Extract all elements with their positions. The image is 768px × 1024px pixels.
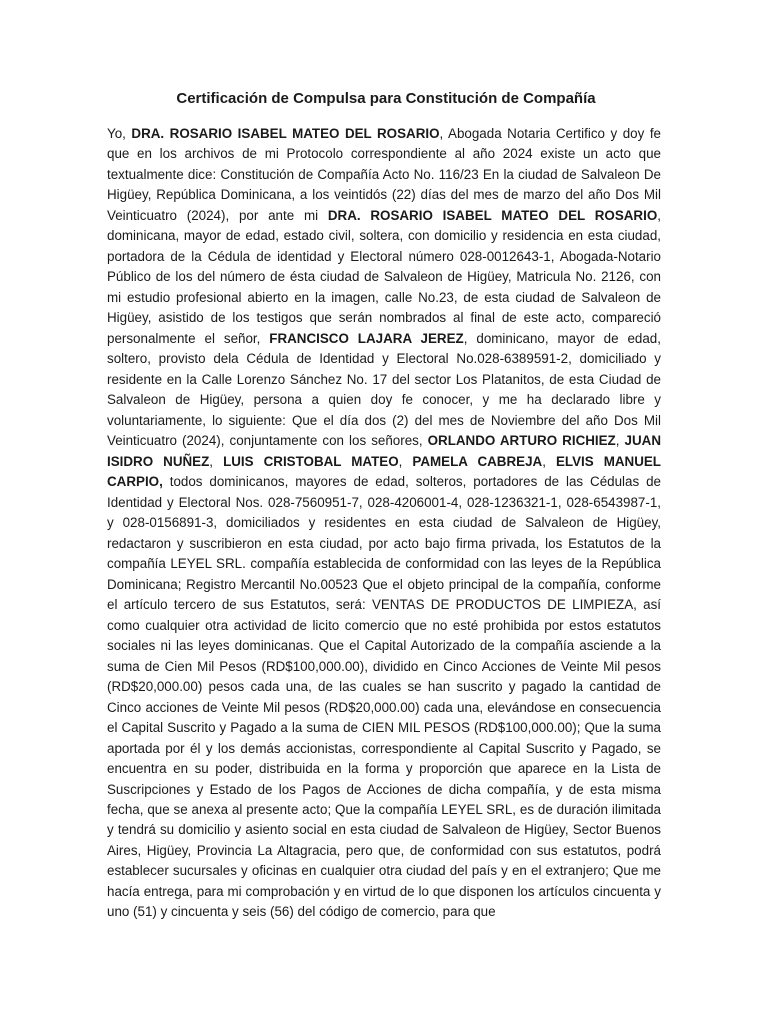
- text-run: ,: [542, 453, 556, 469]
- text-run: ,: [209, 453, 224, 469]
- document-title: Certificación de Compulsa para Constitución de Compañía: [176, 90, 596, 107]
- bold-text-run: LUIS CRISTOBAL MATEO: [223, 453, 399, 469]
- bold-text-run: DRA. ROSARIO ISABEL MATEO DEL ROSARIO: [327, 207, 658, 223]
- bold-text-run: JUAN ISIDRO NUÑEZ: [107, 433, 661, 469]
- bold-text-run: FRANCISCO LAJARA JEREZ: [269, 330, 464, 346]
- text-run: ,: [615, 433, 625, 449]
- bold-text-run: ELVIS MANUEL CARPIO,: [107, 453, 661, 490]
- bold-text-run: ORLANDO ARTURO RICHIEZ: [427, 433, 616, 449]
- text-run: , dominicana, mayor de edad, estado civil, soltera, con domicilio y residencia en esta ciudad, portadora de la Cédula de identidad y Electoral número 028-0012643-1, Abogada-Notario Público de los del número de ésta ciudad de Salvaleon de Higüey, Matricula No. 2126, con mi estudio profesional abierto en la imagen, calle No.23, de esta ciudad de Salvaleon de Higüey, asistido de los testigos que serán nombrados al final de este acto, compareció personalmente el señor,: [107, 207, 661, 346]
- text-run: Yo,: [107, 126, 132, 141]
- bold-text-run: PAMELA CABREJA: [412, 453, 543, 469]
- text-run: , Abogada Notaria Certifico y doy fe que en los archivos de mi Protocolo correspondiente al año 2024 existe un acto que textualmente dice: Constitución de Compañía Acto No. 116/23 En la ciudad de Salvaleon De Higüey, República Dominicana, a los veintidós (22) días del mes de marzo del año Dos Mil Veinticuatro (2024), por ante mi: [107, 126, 661, 223]
- document-body-paragraph: [107, 124, 661, 923]
- bold-text-run: DRA. ROSARIO ISABEL MATEO DEL ROSARIO: [131, 126, 440, 141]
- text-run: todos dominicanos, mayores de edad, solteros, portadores de las Cédulas de Identidad y Electoral Nos. 028-7560951-7, 028-4206001-4, 028-1236321-1, 028-6543987-1, y 028-0156891-3, domiciliados y residentes en esta ciudad de Salvaleon de Higüey, redactaron y suscribieron en esta ciudad, por acto bajo firma privada, los Estatutos de la compañía LEYEL SRL. compañía establecida de conformidad con las leyes de la República Dominicana; Registro Mercantil No.00523 Que el objeto principal de la compañía, conforme el artículo tercero de sus Estatutos, será: VENTAS DE PRODUCTOS DE LIMPIEZA, así como cualquier otra actividad de licito comercio que no esté prohibida por estos estatutos sociales ni las leyes dominicanas. Que el Capital Autorizado de la compañía asciende a la suma de Cien Mil Pesos (RD$100,000.00), dividido en Cinco Acciones de Veinte Mil pesos (RD$20,000.00) pesos cada una, de las cuales se han suscrito y pagado la cantidad de Cinco acciones de Veinte Mil pesos (RD$20,000.00) cada una, elevándose en consecuencia el Capital Suscrito y Pagado a la suma de CIEN MIL PESOS (RD$100,000.00); Que la suma aportada por él y los demás accionistas, correspondiente al Capital Suscrito y Pagado, se encuentra en su poder, distribuida en la forma y proporción que aparece en la Lista de Suscripciones y Estado de los Pagos de Acciones de dicha compañía, y de esta misma fecha, que se anexa al presente acto; Que la compañía LEYEL SRL, es de duración ilimitada y tendrá su domicilio y asiento social en esta ciudad de Salvaleon de Higüey, Sector Buenos Aires, Higüey, Provincia La Altagracia, pero que, de conformidad con sus estatutos, podrá establecer sucursales y oficinas en cualquier otra ciudad del país y en el extranjero; Que me hacía entrega, para mi comprobación y en virtud de lo que disponen los artículos cincuenta y uno (51) y cincuenta y seis (56) del código de comercio, para que: [107, 474, 661, 920]
- document-page: [107, 90, 661, 923]
- text-run: , dominicano, mayor de edad, soltero, provisto dela Cédula de Identidad y Electoral No.028-6389591-2, domiciliado y residente en la Calle Lorenzo Sánchez No. 17 del sector Los Platanitos, de esta Ciudad de Salvaleon de Higüey, persona a quien doy fe conocer, y me ha declarado libre y voluntariamente, lo siguiente: Que el día dos (2) del mes de Noviembre del año Dos Mil Veinticuatro (2024), conjuntamente con los señores,: [107, 330, 661, 449]
- text-run: ,: [398, 453, 413, 469]
